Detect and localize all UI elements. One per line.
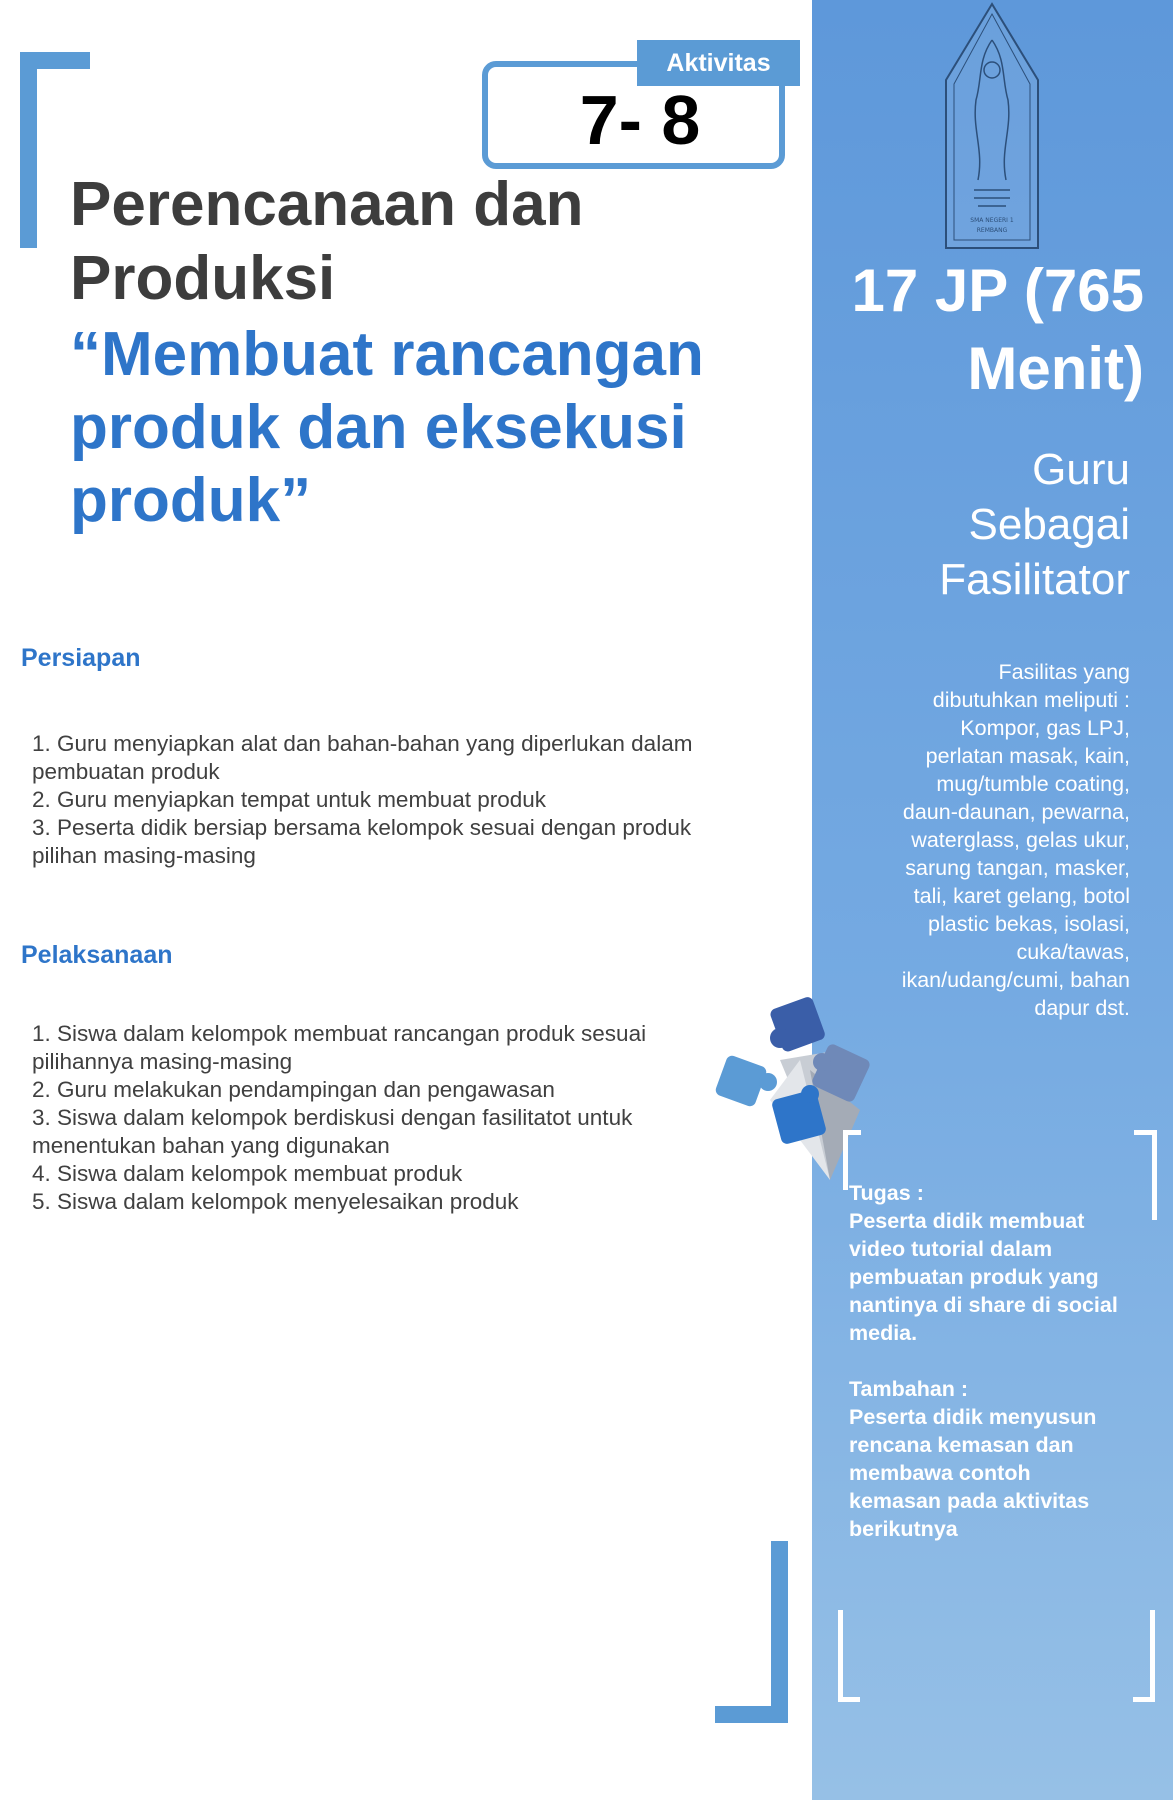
role-line: Guru [1032,445,1130,494]
facility-line: Fasilitas yang [998,660,1130,684]
bracket-top-left-horizontal [20,52,90,69]
facility-line: daun-daunan, pewarna, [902,800,1130,824]
list-item: 1. Guru menyiapkan alat dan bahan-bahan yang diperlukan dalam [32,731,693,756]
duration-jp [812,252,1144,408]
list-item: 5. Siswa dalam kelompok menyelesaikan produk [32,1189,519,1214]
facility-line: dapur dst. [1034,996,1130,1020]
task-line: Peserta didik membuat [849,1209,1085,1233]
facilities-list [860,658,1130,1022]
list-item: menentukan bahan yang digunakan [32,1133,390,1158]
subtitle-line: produk dan eksekusi [70,393,687,462]
facility-line: mug/tumble coating, [936,772,1130,796]
bracket-bottom-right-horizontal [715,1706,788,1723]
bottom-bracket-left [838,1610,843,1702]
facility-line: plastic bekas, isolasi, [928,912,1130,936]
pelaksanaan-list [32,1020,732,1216]
task-bracket-left [843,1130,861,1135]
activity-number: 7- 8 [579,81,701,159]
list-item: 2. Guru menyiapkan tempat untuk membuat produk [32,787,547,812]
task-heading: Tugas : [849,1181,924,1205]
subtitle-line: “Membuat rancangan [70,320,704,389]
extra-line: Peserta didik menyusun [849,1405,1097,1429]
task-bracket-right [1134,1130,1157,1135]
bracket-bottom-right-vertical [771,1541,788,1723]
teacher-role [812,442,1130,607]
task-line: nantinya di share di social [849,1293,1118,1317]
emblem-text: REMBANG [976,227,1008,234]
task-line: video tutorial dalam [849,1237,1053,1261]
list-item: pilihan masing-masing [32,843,256,868]
list-item: 1. Siswa dalam kelompok membuat rancangan produk sesuai [32,1021,647,1046]
facility-line: tali, karet gelang, botol [913,884,1130,908]
extra-heading: Tambahan : [849,1377,969,1401]
task-section [849,1179,1149,1543]
persiapan-list [32,730,732,870]
bracket-top-left-vertical [20,52,37,248]
extra-line: berikutnya [849,1517,958,1541]
list-item: 4. Siswa dalam kelompok membuat produk [32,1161,463,1186]
jp-line: 17 JP (765 [851,257,1144,324]
title-line: Produksi [70,244,336,313]
task-line: media. [849,1321,918,1345]
title-line: Perencanaan dan [70,170,584,239]
jp-line: Menit) [967,335,1144,402]
list-item: 2. Guru melakukan pendampingan dan pengawasan [32,1077,555,1102]
school-emblem-icon [938,0,1046,252]
bottom-bracket-right [1133,1697,1155,1702]
section-heading-persiapan: Persiapan [21,644,141,672]
list-item: 3. Peserta didik bersiap bersama kelompok sesuai dengan produk [32,815,692,840]
facility-line: Kompor, gas LPJ, [960,716,1130,740]
facility-line: cuka/tawas, [1016,940,1130,964]
list-item: pembuatan produk [32,759,220,784]
facility-line: dibutuhkan meliputi : [932,688,1130,712]
page-title [70,168,750,316]
list-item: 3. Siswa dalam kelompok berdiskusi dengan fasilitatot untuk [32,1105,633,1130]
role-line: Sebagai [968,500,1130,549]
activity-label: Aktivitas [637,40,800,86]
puzzle-pieces-icon [710,990,910,1190]
page-subtitle [70,318,750,537]
role-line: Fasilitator [939,555,1130,604]
section-heading-pelaksanaan: Pelaksanaan [21,941,173,969]
extra-line: membawa contoh [849,1461,1031,1485]
bottom-bracket-right [1150,1610,1155,1702]
facility-line: perlatan masak, kain, [925,744,1130,768]
task-bracket-left [843,1130,848,1190]
extra-line: rencana kemasan dan [849,1433,1074,1457]
task-bracket-right [1152,1130,1157,1220]
list-item: pilihannya masing-masing [32,1049,293,1074]
subtitle-line: produk” [70,466,312,535]
task-line: pembuatan produk yang [849,1265,1099,1289]
extra-line: kemasan pada aktivitas [849,1489,1090,1513]
facility-line: ikan/udang/cumi, bahan [901,968,1130,992]
facility-line: waterglass, gelas ukur, [911,828,1130,852]
bottom-bracket-left [838,1697,860,1702]
facility-line: sarung tangan, masker, [905,856,1130,880]
emblem-text: SMA NEGERI 1 [970,217,1014,224]
